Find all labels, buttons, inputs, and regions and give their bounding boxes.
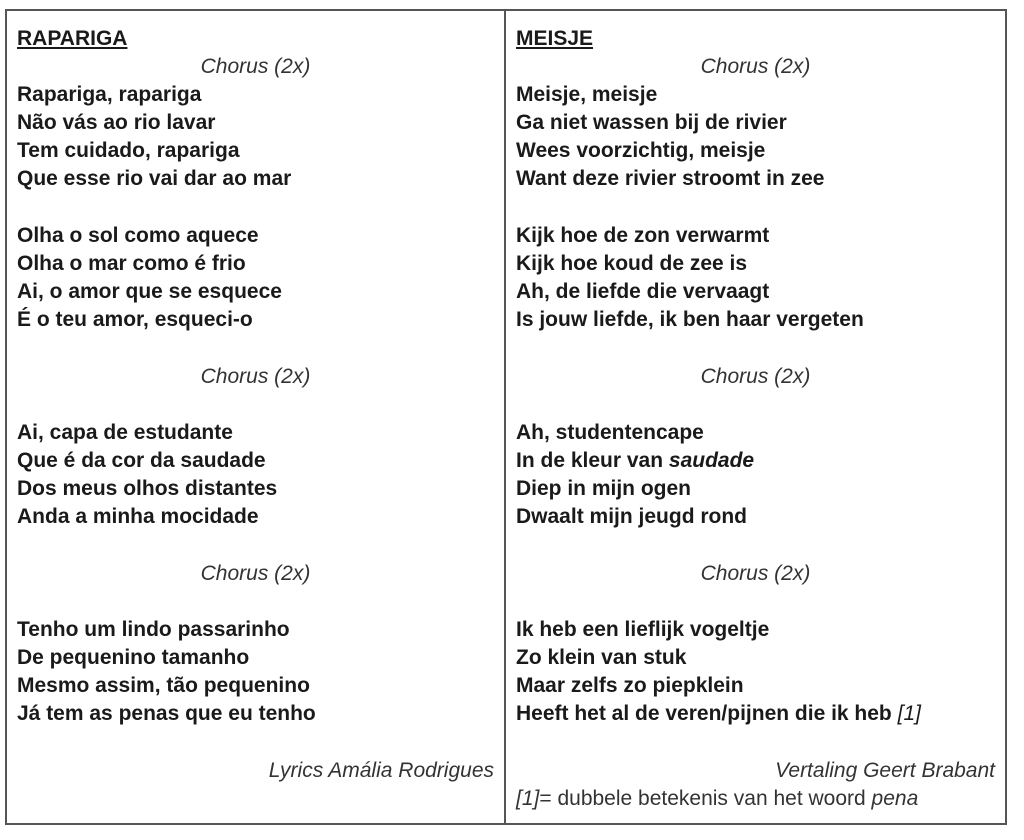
lyric-line: Tenho um lindo passarinho bbox=[17, 618, 290, 641]
lyric-line: Ah, de liefde die vervaagt bbox=[516, 280, 770, 303]
lyric-line: Ga niet wassen bij de rivier bbox=[516, 111, 787, 134]
lyric-line bbox=[516, 447, 995, 475]
lyric-line: Olha o sol como aquece bbox=[17, 224, 259, 247]
lyric-line: Dwaalt mijn jeugd rond bbox=[516, 505, 748, 528]
lyric-line: Maar zelfs zo piepklein bbox=[516, 674, 744, 697]
lyric-line: Kijk hoe de zon verwarmt bbox=[516, 224, 770, 247]
lyric-line: Zo klein van stuk bbox=[516, 646, 687, 669]
lyric-text: In de kleur van bbox=[516, 449, 664, 472]
lyric-line: Não vás ao rio lavar bbox=[17, 111, 216, 134]
portuguese-title: RAPARIGA bbox=[17, 27, 128, 50]
chorus-label: Chorus (2x) bbox=[700, 365, 811, 388]
lyric-line: Tem cuidado, rapariga bbox=[17, 139, 240, 162]
lyric-line: Ik heb een lieflijk vogeltje bbox=[516, 618, 770, 641]
footnote-reference: [1] bbox=[897, 702, 921, 725]
lyric-line: Que esse rio vai dar ao mar bbox=[17, 167, 292, 190]
chorus-label: Chorus (2x) bbox=[200, 55, 311, 78]
chorus-label: Chorus (2x) bbox=[200, 365, 311, 388]
lyric-line: De pequenino tamanho bbox=[17, 646, 250, 669]
lyric-line: Olha o mar como é frio bbox=[17, 252, 246, 275]
lyric-line: Want deze rivier stroomt in zee bbox=[516, 167, 825, 190]
lyric-line: Dos meus olhos distantes bbox=[17, 477, 278, 500]
chorus-label: Chorus (2x) bbox=[200, 562, 311, 585]
portuguese-column bbox=[7, 11, 506, 823]
lyrics-credit: Lyrics Amália Rodrigues bbox=[268, 759, 494, 782]
saudade-word: saudade bbox=[668, 449, 755, 472]
lyric-line: Ai, o amor que se esquece bbox=[17, 280, 282, 303]
lyric-line: Que é da cor da saudade bbox=[17, 449, 266, 472]
dutch-title: MEISJE bbox=[516, 27, 594, 50]
lyrics-table bbox=[5, 9, 1007, 825]
lyric-text: Heeft het al de veren/pijnen die ik heb bbox=[516, 702, 892, 725]
lyric-line: Kijk hoe koud de zee is bbox=[516, 252, 748, 275]
lyric-line: Ai, capa de estudante bbox=[17, 421, 233, 444]
lyric-line: Wees voorzichtig, meisje bbox=[516, 139, 766, 162]
footnote-word: pena bbox=[871, 787, 919, 810]
lyric-line bbox=[516, 700, 995, 728]
footnote-text: = dubbele betekenis van het woord bbox=[539, 787, 866, 810]
chorus-label: Chorus (2x) bbox=[700, 562, 811, 585]
lyric-line: É o teu amor, esqueci-o bbox=[17, 308, 253, 331]
lyric-line: Já tem as penas que eu tenho bbox=[17, 702, 316, 725]
lyric-line: Diep in mijn ogen bbox=[516, 477, 692, 500]
footnote-marker: [1] bbox=[516, 787, 540, 810]
chorus-label: Chorus (2x) bbox=[700, 55, 811, 78]
translation-credit: Vertaling Geert Brabant bbox=[775, 759, 995, 782]
dutch-column bbox=[506, 11, 1005, 823]
lyric-line: Rapariga, rapariga bbox=[17, 83, 202, 106]
lyric-line: Mesmo assim, tão pequenino bbox=[17, 674, 310, 697]
lyric-line: Meisje, meisje bbox=[516, 83, 658, 106]
lyric-line: Anda a minha mocidade bbox=[17, 505, 259, 528]
lyric-line: Ah, studentencape bbox=[516, 421, 704, 444]
lyric-line: Is jouw liefde, ik ben haar vergeten bbox=[516, 308, 864, 331]
footnote bbox=[516, 785, 995, 813]
